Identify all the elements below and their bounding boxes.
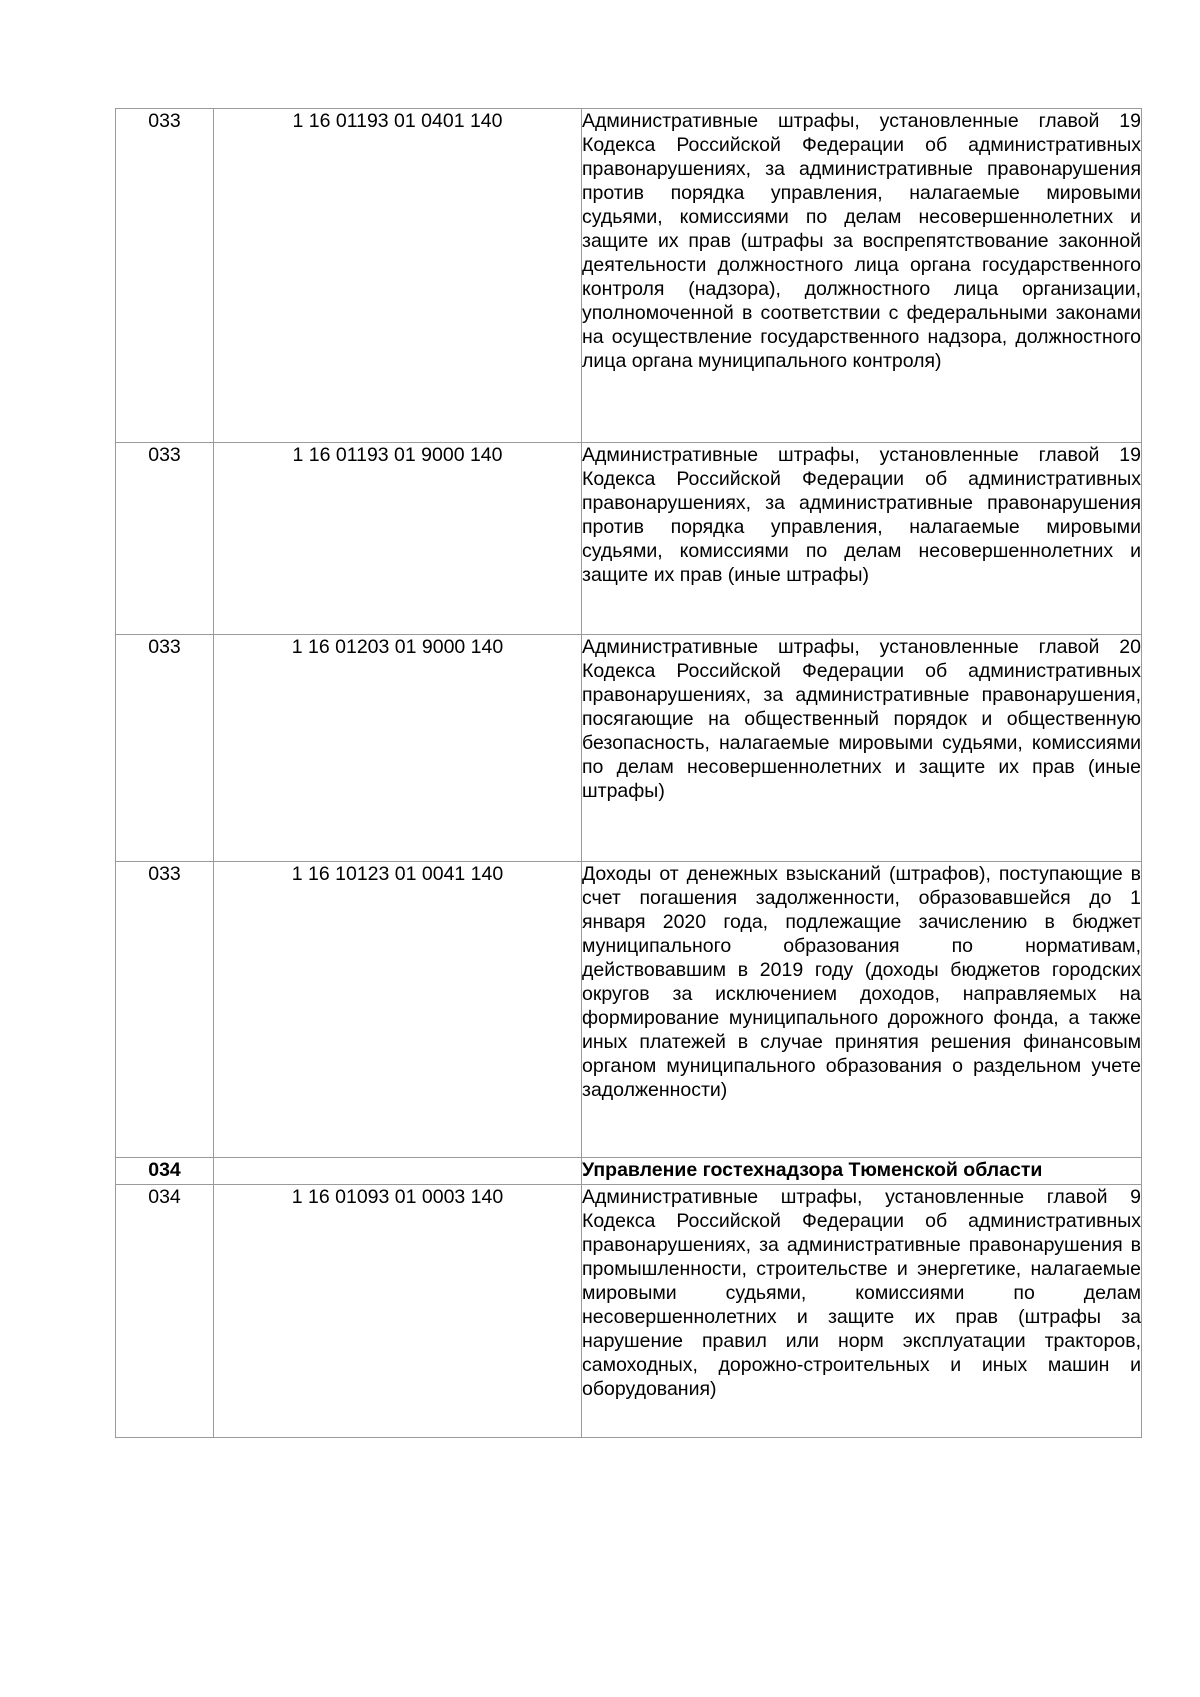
- budget-code-cell: 1 16 01193 01 9000 140: [214, 443, 582, 635]
- revenue-name-cell: Доходы от денежных взысканий (штрафов), поступающие в счет погашения задолженности, образовавшейся до 1 января 2020 года, подлежащие зачислению в бюджет муниципального образования по нормативам, действовавшим в 2019 году (доходы бюджетов городских округов за исключением доходов, направляемых на формирование муниципального дорожного фонда, а также иных платежей в случае принятия решения финансовым органом муниципального образования о раздельном учете задолженности): [582, 862, 1142, 1158]
- revenue-name-cell: Административные штрафы, установленные главой 20 Кодекса Российской Федерации об административных правонарушениях, за административные правонарушения, посягающие на общественный порядок и общественную безопасность, налагаемые мировыми судьями, комиссиями по делам несовершеннолетних и защите их прав (иные штрафы): [582, 635, 1142, 862]
- admin-code-cell: 033: [116, 109, 214, 443]
- admin-code-cell: 033: [116, 862, 214, 1158]
- admin-code-cell: 034: [116, 1158, 214, 1185]
- budget-code-cell: 1 16 01193 01 0401 140: [214, 109, 582, 443]
- table-row: [116, 635, 1142, 862]
- admin-code-cell: 034: [116, 1185, 214, 1438]
- table-row: [116, 1185, 1142, 1438]
- administrator-name-cell: Управление гостехнадзора Тюменской области: [582, 1158, 1142, 1185]
- budget-code-cell: 1 16 10123 01 0041 140: [214, 862, 582, 1158]
- table-row: [116, 109, 1142, 443]
- table-row: [116, 443, 1142, 635]
- admin-code-cell: 033: [116, 635, 214, 862]
- revenue-name-cell: Административные штрафы, установленные главой 9 Кодекса Российской Федерации об административных правонарушениях, за административные правонарушения в промышленности, строительстве и энергетике, налагаемые мировыми судьями, комиссиями по делам несовершеннолетних и защите их прав (штрафы за нарушение правил или норм эксплуатации тракторов, самоходных, дорожно-строительных и иных машин и оборудования): [582, 1185, 1142, 1438]
- budget-code-cell: 1 16 01203 01 9000 140: [214, 635, 582, 862]
- budget-code-cell: 1 16 01093 01 0003 140: [214, 1185, 582, 1438]
- revenue-name-cell: Административные штрафы, установленные главой 19 Кодекса Российской Федерации об административных правонарушениях, за административные правонарушения против порядка управления, налагаемые мировыми судьями, комиссиями по делам несовершеннолетних и защите их прав (иные штрафы): [582, 443, 1142, 635]
- budget-code-cell: [214, 1158, 582, 1185]
- section-header-row: [116, 1158, 1142, 1185]
- revenue-name-cell: Административные штрафы, установленные главой 19 Кодекса Российской Федерации об административных правонарушениях, за административные правонарушения против порядка управления, налагаемые мировыми судьями, комиссиями по делам несовершеннолетних и защите их прав (штрафы за воспрепятствование законной деятельности должностного лица органа государственного контроля (надзора), должностного лица организации, уполномоченной в соответствии с федеральными законами на осуществление государственного надзора, должностного лица органа муниципального контроля): [582, 109, 1142, 443]
- table-row: [116, 862, 1142, 1158]
- budget-classification-table: [115, 108, 1142, 1438]
- admin-code-cell: 033: [116, 443, 214, 635]
